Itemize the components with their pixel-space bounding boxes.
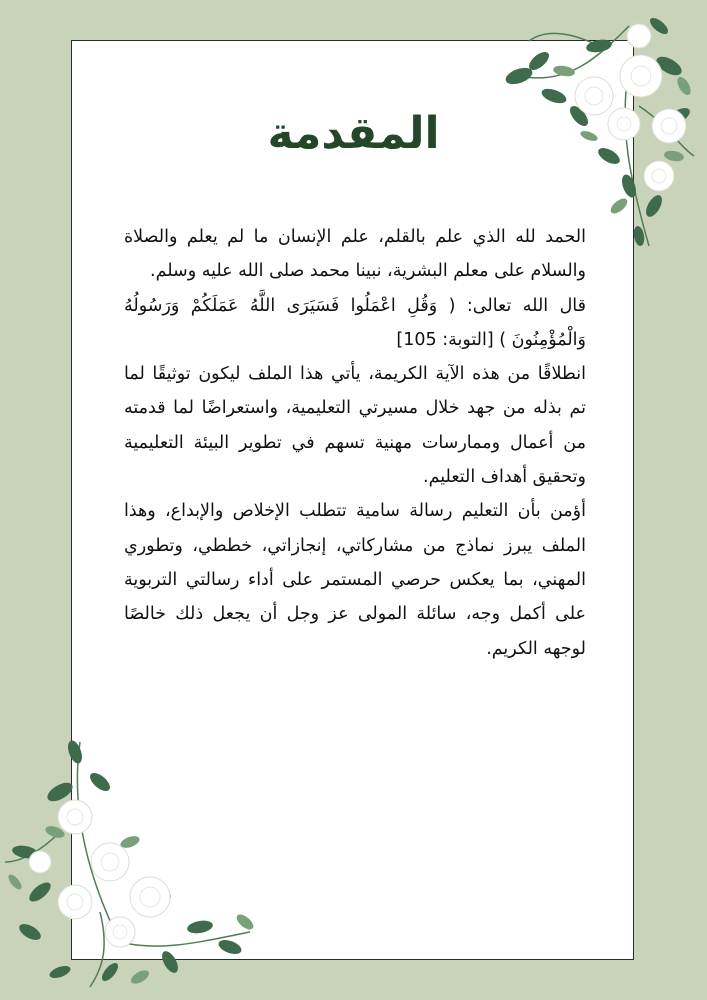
- introduction-body: [124, 220, 586, 666]
- paragraph-belief: أؤمن بأن التعليم رسالة سامية تتطلب الإخلاص والإبداع، وهذا الملف يبرز نماذج من مشاركاتي، إنجازاتي، خططي، وتطوري المهني، بما يعكس حرصي المستمر على أداء رسالتي التربوية على أكمل وجه، سائلة المولى عز وجل أن يجعل ذلك خالصًا لوجهه الكريم.: [124, 501, 586, 659]
- paragraph-praise: الحمد لله الذي علم بالقلم، علم الإنسان ما لم يعلم والصلاة والسلام على معلم البشرية، نبينا محمد صلى الله عليه وسلم.: [124, 227, 586, 282]
- page-title: المقدمة: [267, 108, 440, 159]
- rose-bouquet-bottom-left-icon: [0, 732, 270, 992]
- paragraph-quran-verse: قال الله تعالى: ( وَقُلِ اعْمَلُوا فَسَيَرَى اللَّهُ عَمَلَكُمْ وَرَسُولُهُ وَالْمُؤْمِنُونَ ) [التوبة: 105]: [124, 295, 586, 350]
- paragraph-purpose: انطلاقًا من هذه الآية الكريمة، يأتي هذا الملف ليكون توثيقًا لما تم بذله من جهد خلال مسيرتي التعليمية، واستعراضًا لما قدمته من أعمال وممارسات مهنية تسهم في تطوير البيئة التعليمية وتحقيق أهداف التعليم.: [124, 364, 586, 488]
